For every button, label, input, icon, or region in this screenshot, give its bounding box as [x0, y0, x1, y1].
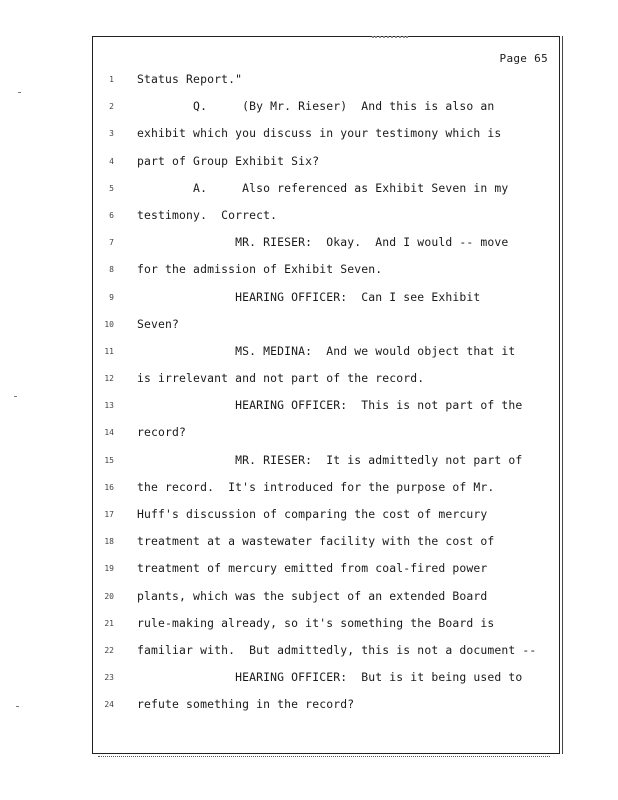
top-scan-mark [372, 36, 408, 38]
transcript-line [0, 555, 618, 582]
line-number: 4 [109, 156, 114, 166]
line-text: is irrelevant and not part of the record. [137, 371, 425, 386]
transcript-line [0, 691, 618, 718]
bottom-rule [98, 756, 550, 757]
line-number: 24 [104, 700, 114, 710]
line-text: A. Also referenced as Exhibit Seven in my [137, 180, 509, 195]
transcript-line [0, 528, 618, 555]
line-text: Huff's discussion of comparing the cost of mercury [137, 507, 488, 521]
transcript-line [0, 229, 618, 256]
line-text: record? [137, 425, 187, 440]
line-number: 12 [104, 374, 114, 384]
line-number: 11 [104, 346, 114, 356]
line-number: 17 [104, 510, 114, 519]
line-text: familiar with. But admittedly, this is not a document -- [137, 642, 537, 657]
transcript-line [0, 392, 618, 419]
line-number: 14 [104, 428, 114, 438]
line-text: Q. (By Mr. Rieser) And this is also an [137, 99, 495, 114]
line-number: 21 [104, 618, 114, 628]
transcript-line [0, 66, 618, 93]
transcript-line [0, 256, 618, 283]
line-number: 7 [109, 238, 114, 248]
line-text: the record. It's introduced for the purpose of Mr. [137, 479, 495, 494]
line-text: part of Group Exhibit Six? [137, 153, 320, 168]
line-text: for the admission of Exhibit Seven. [137, 262, 383, 277]
line-text: testimony. Correct. [137, 207, 278, 222]
transcript-line [0, 175, 618, 202]
line-number: 22 [104, 645, 114, 655]
line-number: 19 [104, 564, 114, 574]
transcript-line [0, 583, 618, 610]
line-text: HEARING OFFICER: But is it being used to [137, 670, 523, 685]
line-number: 20 [104, 591, 114, 601]
line-number: 10 [104, 319, 114, 329]
transcript-line [0, 447, 618, 474]
line-text: Status Report." [137, 72, 243, 86]
line-text: Seven? [137, 316, 180, 331]
page-number: Page 65 [499, 52, 548, 65]
line-text: MS. MEDINA: And we would object that it [137, 343, 516, 358]
line-number: 23 [104, 673, 114, 683]
transcript-line [0, 148, 618, 175]
line-number: 2 [109, 102, 114, 112]
line-number: 3 [109, 129, 114, 139]
line-text: MR. RIESER: It is admittedly not part of [137, 452, 523, 467]
line-number: 8 [109, 265, 114, 275]
line-number: 18 [104, 537, 114, 547]
transcript-line [0, 284, 618, 311]
transcript-line [0, 664, 618, 691]
transcript-line [0, 338, 618, 365]
transcript-line [0, 474, 618, 501]
line-number: 5 [109, 183, 114, 193]
line-number: 6 [109, 210, 114, 220]
line-text: MR. RIESER: Okay. And I would -- move [137, 235, 509, 250]
transcript-line [0, 610, 618, 637]
line-text: plants, which was the subject of an extended Board [137, 588, 488, 603]
transcript-line [0, 120, 618, 147]
transcript-line [0, 419, 618, 446]
line-number: 15 [104, 455, 114, 465]
line-text: treatment at a wastewater facility with the cost of [137, 534, 495, 549]
transcript-lines [0, 66, 618, 719]
line-text: refute something in the record? [137, 697, 355, 712]
transcript-line [0, 637, 618, 664]
line-number: 9 [109, 292, 114, 302]
transcript-line [0, 202, 618, 229]
line-text: exhibit which you discuss in your testimony which is [137, 126, 502, 141]
line-text: treatment of mercury emitted from coal-fired power [137, 561, 488, 576]
transcript-line [0, 93, 618, 120]
line-text: rule-making already, so it's something the Board is [137, 615, 495, 630]
line-number: 13 [104, 401, 114, 411]
line-text: HEARING OFFICER: Can I see Exhibit [137, 289, 481, 304]
line-number: 1 [109, 75, 114, 84]
transcript-line [0, 501, 618, 528]
line-number: 16 [104, 482, 114, 492]
transcript-line [0, 311, 618, 338]
transcript-line [0, 365, 618, 392]
line-text: HEARING OFFICER: This is not part of the [137, 398, 523, 413]
